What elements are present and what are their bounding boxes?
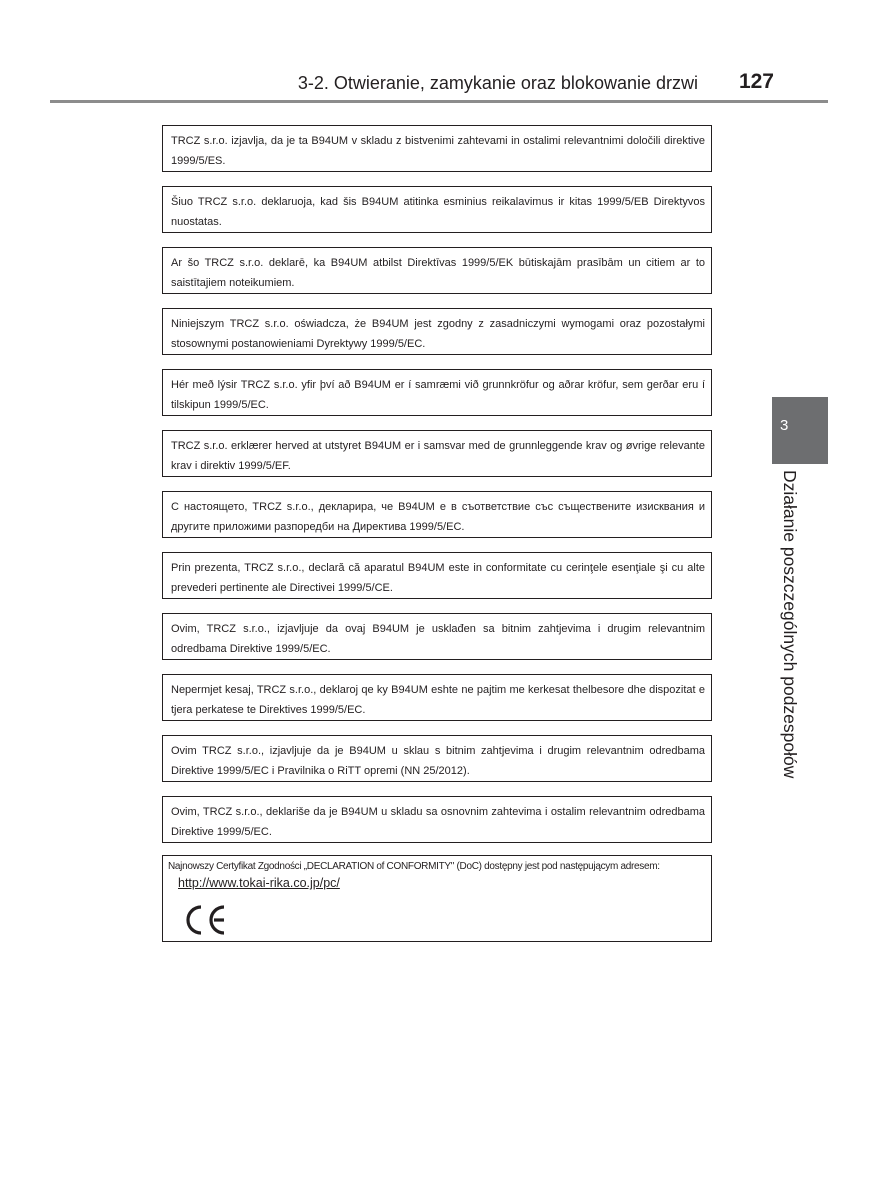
declaration-box-albanian: Nepermjet kesaj, TRCZ s.r.o., deklaroj qe ky B94UM eshte ne pajtim me kerkesat thelbesore dhe dispozitat e tjera perkatese te Direktives 1999/5/EC. — [162, 674, 712, 721]
declaration-box-lithuanian: Šiuo TRCZ s.r.o. deklaruoja, kad šis B94UM atitinka esminius reikalavimus ir kitas 1999/5/EB Direktyvos nuostatas. — [162, 186, 712, 233]
header-rule — [50, 100, 828, 103]
declaration-box-latvian: Ar šo TRCZ s.r.o. deklarē, ka B94UM atbilst Direktīvas 1999/5/EK būtiskajām prasībām un citiem ar to saistītajiem noteikumiem. — [162, 247, 712, 294]
declaration-box-croatian: Ovim TRCZ s.r.o., izjavljuje da je B94UM u sklau s bitnim zahtjevima i drugim relevantnim odredbama Direktive 1999/5/EC i Pravilnika o RiTT opremi (NN 25/2012). — [162, 735, 712, 782]
declaration-box-icelandic: Hér með lýsir TRCZ s.r.o. yfir því að B94UM er í samræmi við grunnkröfur og aðrar kröfur, sem gerðar eru í tilskipun 1999/5/EC. — [162, 369, 712, 416]
certificate-box — [162, 855, 712, 942]
certificate-link[interactable]: http://www.tokai-rika.co.jp/pc/ — [178, 876, 340, 890]
chapter-side-title: Działanie poszczególnych podzespołów — [780, 470, 800, 779]
declaration-box-polish: Niniejszym TRCZ s.r.o. oświadcza, że B94UM jest zgodny z zasadniczymi wymogami oraz pozostałymi stosownymi postanowieniami Dyrektywy 1999/5/EC. — [162, 308, 712, 355]
declarations-list — [162, 125, 712, 857]
page-number: 127 — [738, 70, 774, 93]
declaration-box-norwegian: TRCZ s.r.o. erklærer herved at utstyret B94UM er i samsvar med de grunnleggende krav og øvrige relevante krav i direktiv 1999/5/EF. — [162, 430, 712, 477]
declaration-box-slovenian: TRCZ s.r.o. izjavlja, da je ta B94UM v skladu z bistvenimi zahtevami in ostalimi relevantnimi določili direktive 1999/5/ES. — [162, 125, 712, 172]
declaration-box-bosnian: Ovim, TRCZ s.r.o., izjavljuje da ovaj B94UM je usklađen sa bitnim zahtjevima i drugim relevantnim odredbama Direktive 1999/5/EC. — [162, 613, 712, 660]
certificate-text: Najnowszy Certyfikat Zgodności „DECLARATION of CONFORMITY" (DoC) dostępny jest pod następującym adresem: — [168, 861, 660, 872]
chapter-tab — [772, 397, 828, 464]
declaration-box-romanian: Prin prezenta, TRCZ s.r.o., declară că aparatul B94UM este in conformitate cu cerinţele esenţiale şi cu alte prevederi pertinente ale Directivei 1999/5/CE. — [162, 552, 712, 599]
declaration-box-bulgarian: С настоящето, TRCZ s.r.o., декларира, че B94UM е в съответствие със съществените изисквания и другите приложими разпоредби на Директива 1999/5/ЕС. — [162, 491, 712, 538]
chapter-number: 3 — [780, 417, 789, 434]
ce-mark-icon — [181, 903, 231, 937]
section-title: 3-2. Otwieranie, zamykanie oraz blokowanie drzwi — [297, 73, 698, 93]
declaration-box-serbian: Ovim, TRCZ s.r.o., deklariše da je B94UM u skladu sa osnovnim zahtevima i ostalim relevantnim odredbama Direktive 1999/5/EC. — [162, 796, 712, 843]
